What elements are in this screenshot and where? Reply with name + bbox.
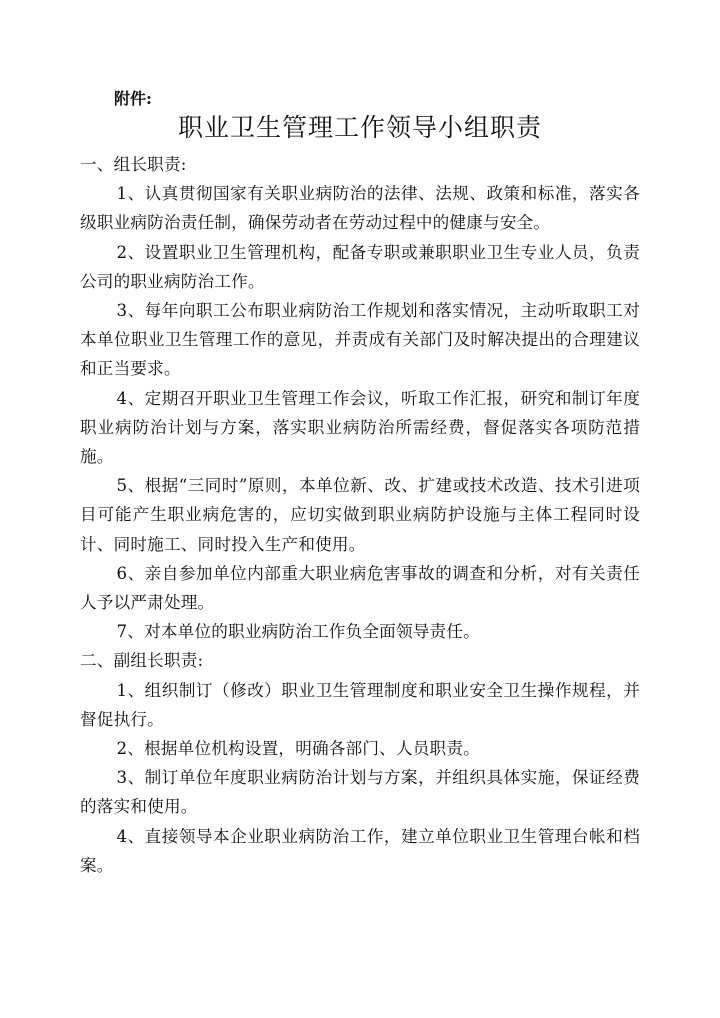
- leader-duty-6: 6、亲自参加单位内部重大职业病危害事故的调查和分析，对有关责任人予以严肃处理。: [80, 563, 640, 613]
- leader-duty-2: 2、设置职业卫生管理机构，配备专职或兼职职业卫生专业人员，负责公司的职业病防治工作。: [80, 242, 640, 291]
- document-body: [80, 150, 640, 880]
- leader-duty-7: 7、对本单位的职业病防治工作负全面领导责任。: [116, 622, 480, 642]
- deputy-duty-3: 3、制订单位年度职业病防治计划与方案，并组织具体实施，保证经费的落实和使用。: [80, 768, 640, 817]
- leader-duty-5: 5、根据“三同时”原则，本单位新、改、扩建或技术改造、技术引进项目可能产生职业病危害的，应切实做到职业病防护设施与主体工程同时设计、同时施工、同时投入生产和使用。: [80, 476, 640, 554]
- attachment-label: 附件:: [114, 89, 152, 108]
- leader-duty-4: 4、定期召开职业卫生管理工作会议，听取工作汇报，研究和制订年度职业病防治计划与方案，落实职业病防治所需经费，督促落实各项防范措施。: [80, 388, 640, 467]
- deputy-duty-1: 1、组织制订（修改）职业卫生管理制度和职业安全卫生操作规程，并督促执行。: [80, 680, 640, 729]
- deputy-duty-4: 4、直接领导本企业职业病防治工作，建立单位职业卫生管理台帐和档案。: [80, 826, 640, 875]
- leader-duty-1: 1、认真贯彻国家有关职业病防治的法律、法规、政策和标准，落实各级职业病防治责任制，确保劳动者在劳动过程中的健康与安全。: [80, 184, 640, 233]
- section-heading-deputy: 二、副组长职责:: [80, 651, 204, 671]
- section-heading-leader: 一、组长职责:: [80, 155, 187, 174]
- deputy-duty-2: 2、根据单位机构设置，明确各部门、人员职责。: [116, 739, 480, 759]
- leader-duty-3: 3、每年向职工公布职业病防治工作规划和落实情况，主动听取职工对本单位职业卫生管理工作的意见，并责成有关部门及时解决提出的合理建议和正当要求。: [80, 301, 640, 379]
- document-title: 职业卫生管理工作领导小组职责: [177, 113, 542, 142]
